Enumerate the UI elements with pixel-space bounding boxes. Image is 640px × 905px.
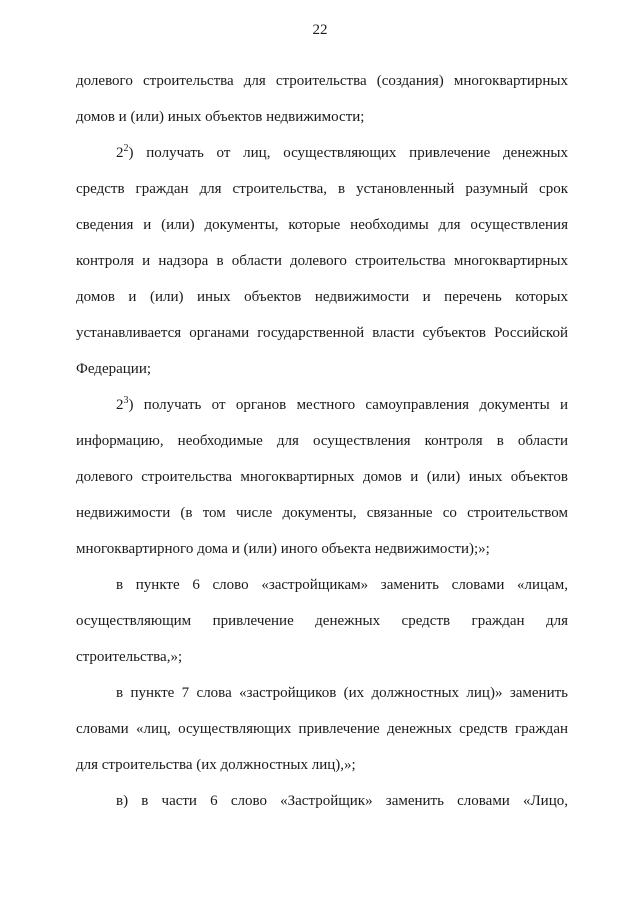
- text-line: устанавливается органами государственной власти субъектов Российской: [76, 325, 568, 341]
- item-superscript: 3: [123, 395, 129, 406]
- item-number: 2: [116, 397, 124, 413]
- text-line-item-2-3: [116, 394, 568, 416]
- text-line: долевого строительства многоквартирных домов и (или) иных объектов: [76, 469, 568, 485]
- text-line: многоквартирного дома и (или) иного объекта недвижимости);»;: [76, 541, 490, 557]
- text-line: в) в части 6 слово «Застройщик» заменить словами «Лицо,: [116, 793, 568, 809]
- text-line-item-2-2: [116, 142, 568, 164]
- text-line: для строительства (их должностных лиц),»;: [76, 757, 356, 773]
- text-line: недвижимости (в том числе документы, связанные со строительством: [76, 505, 568, 521]
- text-line: в пункте 6 слово «застройщикам» заменить словами «лицам,: [116, 577, 568, 593]
- text-line: домов и (или) иных объектов недвижимости;: [76, 109, 365, 125]
- item-superscript: 2: [123, 143, 129, 154]
- text-line: Федерации;: [76, 361, 152, 377]
- text-line: словами «лиц, осуществляющих привлечение денежных средств граждан: [76, 721, 568, 737]
- text-line: осуществляющим привлечение денежных средств граждан для: [76, 613, 568, 629]
- text-line: в пункте 7 слова «застройщиков (их должностных лиц)» заменить: [116, 685, 568, 701]
- text-line: средств граждан для строительства, в установленный разумный срок: [76, 181, 568, 197]
- item-text: ) получать от лиц, осуществляющих привлечение денежных: [128, 145, 568, 161]
- text-line: домов и (или) иных объектов недвижимости и перечень которых: [76, 289, 568, 305]
- item-number: 2: [116, 145, 124, 161]
- text-line: долевого строительства для строительства (создания) многоквартирных: [76, 73, 568, 89]
- item-text: ) получать от органов местного самоуправления документы и: [128, 397, 568, 413]
- page-number: 22: [312, 22, 328, 38]
- text-line: сведения и (или) документы, которые необходимы для осуществления: [76, 217, 568, 233]
- text-line: информацию, необходимые для осуществления контроля в области: [76, 433, 568, 449]
- text-line: контроля и надзора в области долевого строительства многоквартирных: [76, 253, 568, 269]
- text-line: строительства,»;: [76, 649, 183, 665]
